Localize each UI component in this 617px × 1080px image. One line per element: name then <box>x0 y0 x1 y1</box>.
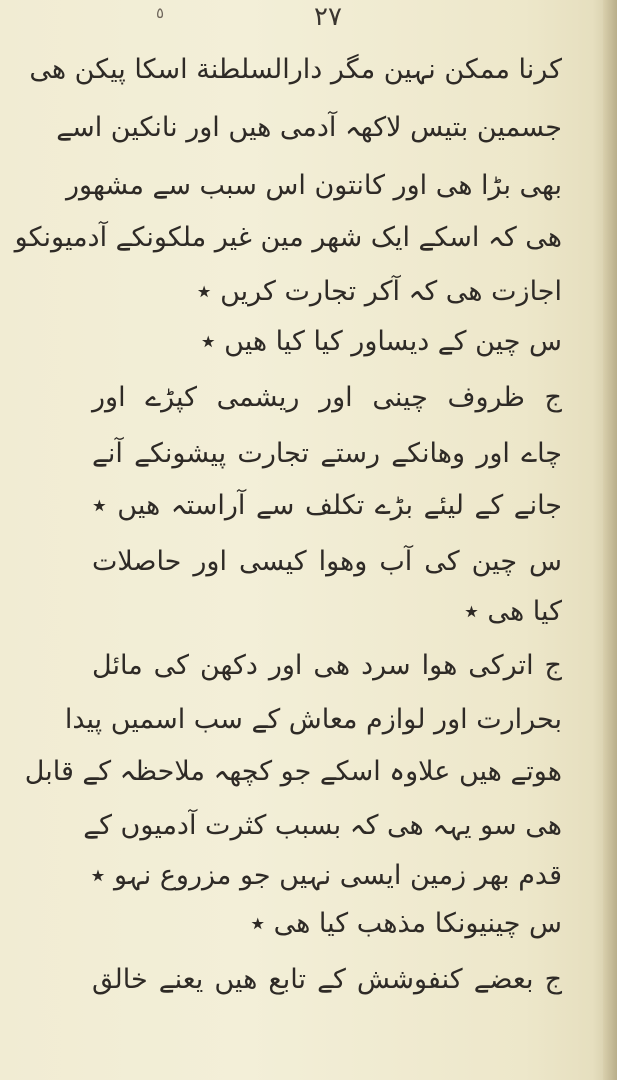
page-number: ۲۷ <box>314 2 342 32</box>
text-line-13: بحرارت اور لوازم معاش کے سب اسمیں پیدا <box>64 704 562 735</box>
text-line-11: کیا ھی ٭ <box>464 596 562 627</box>
text-line-3: بھی بڑا ھی اور کانتون اس سبب سے مشھور <box>65 170 562 201</box>
text-line-5: اجازت ھی کہ آکر تجارت کریں ٭ <box>196 276 562 307</box>
text-line-15: ھی سو یہہ ھی کہ بسبب کثرت آدمیوں کے <box>83 810 562 841</box>
text-line-18: ج بعضے کنفوشش کے تابع ھیں یعنے خالق <box>92 964 562 995</box>
text-line-16: قدم بھر زمین ایسی نہیں جو مزروع نہو ٭ <box>90 860 562 891</box>
text-line-7: ج ظروف چینی اور ریشمی کپڑے اور <box>92 382 562 413</box>
text-line-10: س چین کی آب وھوا کیسی اور حاصلات <box>92 546 562 577</box>
text-line-2: جسمین بتیس لاکھہ آدمی ھیں اور نانکین اسے <box>56 112 562 143</box>
text-line-14: ھوتے ھیں علاوہ اسکے جو کچھہ ملاحظہ کے قابل <box>24 756 562 787</box>
text-line-9: جانے کے لیئے بڑے تکلف سے آراستہ ھیں ٭ <box>92 490 562 521</box>
page-edge <box>603 0 617 1080</box>
text-line-1: کرنا ممکن نہین مگر دارالسلطنة اسکا پیکن ھی <box>29 54 562 85</box>
text-line-6: س چین کے دیساور کیا کیا ھیں ٭ <box>200 326 562 357</box>
text-line-8: چاے اور وھانکے رستے تجارت پیشونکے آنے <box>92 438 562 469</box>
text-line-12: ج اترکی ھوا سرد ھی اور دکھن کی مائل <box>92 650 562 681</box>
text-line-4: ھی کہ اسکے ایک شھر مین غیر ملکونکے آدمیونکو <box>14 222 562 253</box>
corner-mark: ٥ <box>156 4 165 22</box>
text-line-17: س چینیونکا مذھب کیا ھی ٭ <box>250 908 562 939</box>
